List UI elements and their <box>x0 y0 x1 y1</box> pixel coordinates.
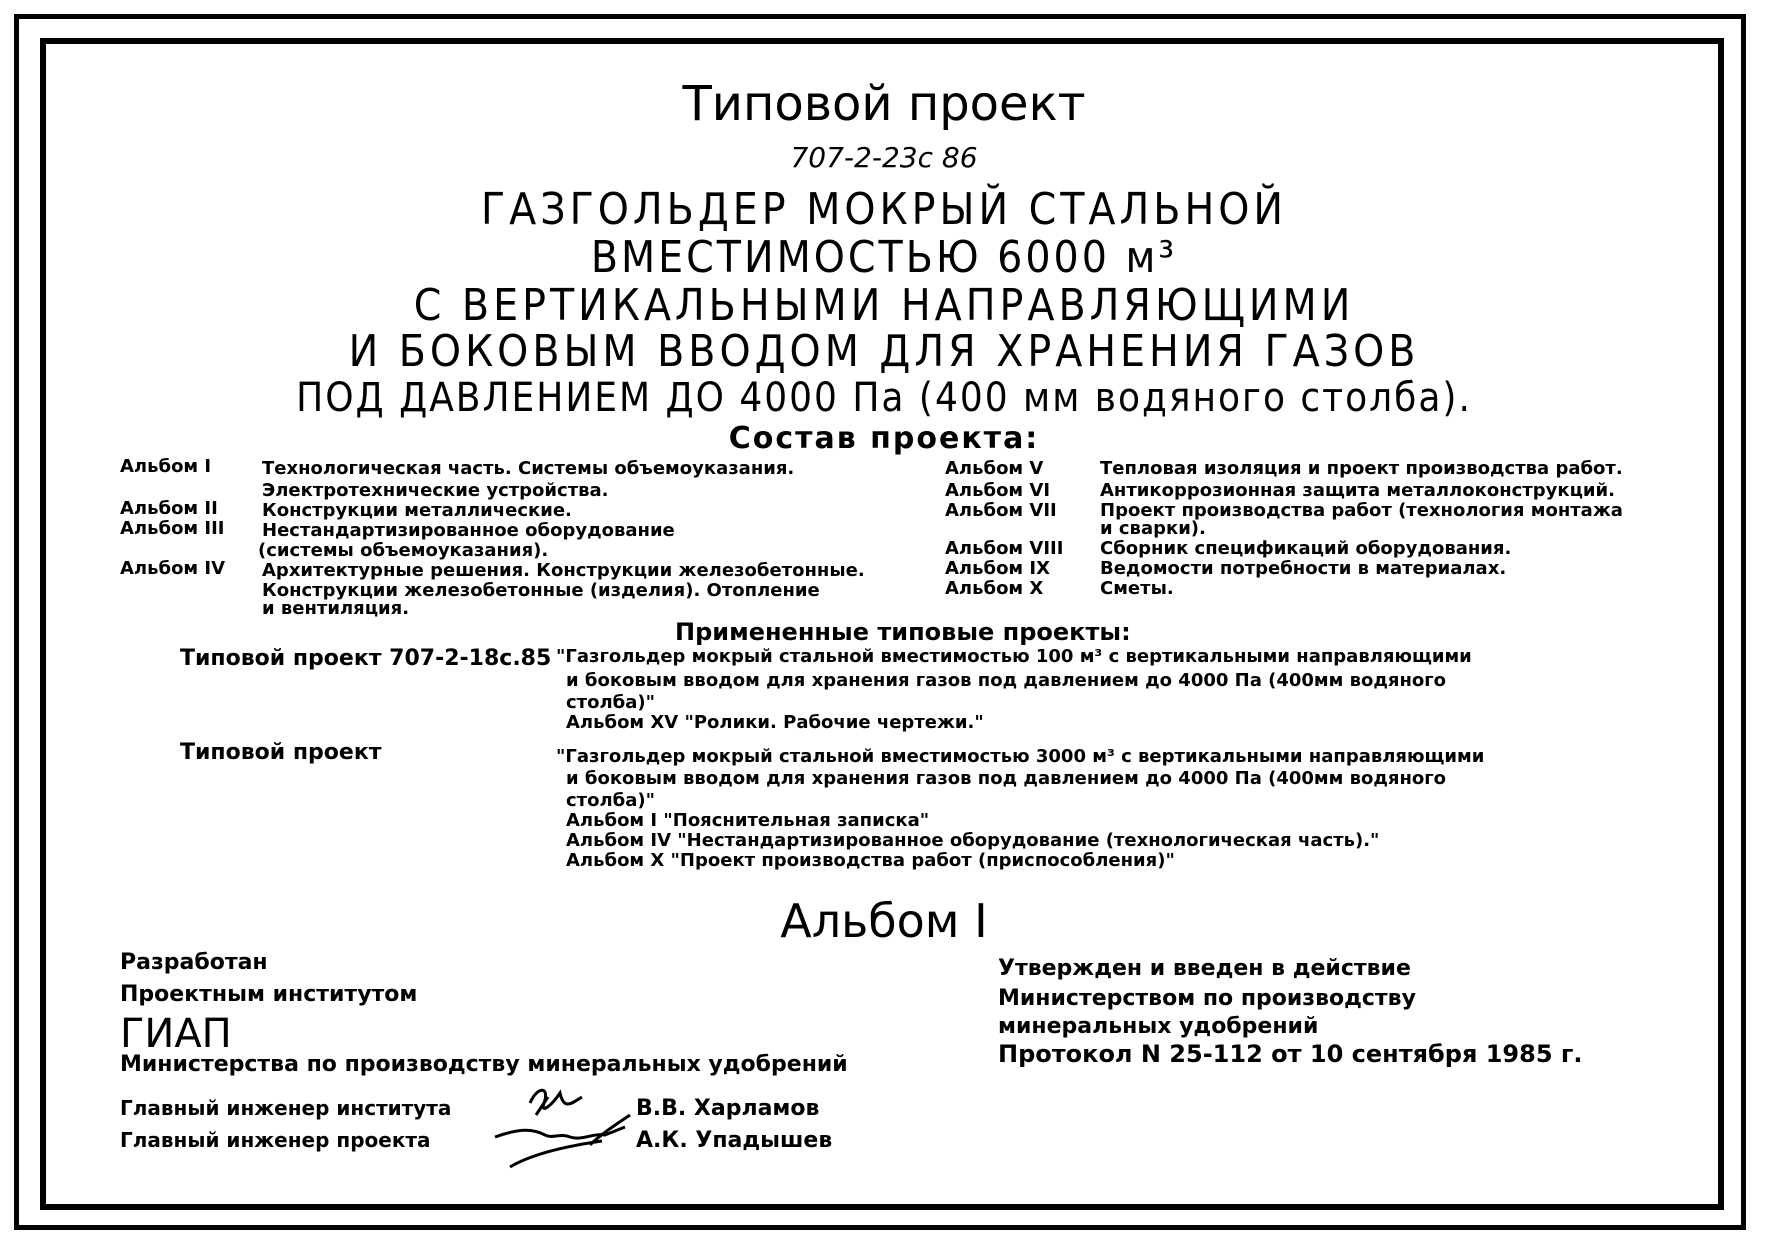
album-label: Альбом I <box>120 456 212 477</box>
album-desc: Электротехнические устройства. <box>262 480 609 501</box>
approval-line: Министерством по производству <box>998 986 1416 1011</box>
developer-line: Проектным институтом <box>120 982 418 1007</box>
album-label: Альбом V <box>945 458 1044 479</box>
album-desc: Архитектурные решения. Конструкции железобетонные. <box>262 560 865 581</box>
applied-project-line: Альбом X "Проект производства работ (приспособления)" <box>566 850 1175 871</box>
album-desc: Проект производства работ (технология монтажа <box>1100 500 1623 521</box>
album-desc: (системы объемоуказания). <box>258 540 549 561</box>
applied-project-line: столба)" <box>566 692 655 713</box>
album-desc: и сварки). <box>1100 518 1206 539</box>
approval-protocol: Протокол N 25-112 от 10 сентября 1985 г. <box>998 1040 1583 1068</box>
applied-project-line: Альбом I "Пояснительная записка" <box>566 810 930 831</box>
developer-org: ГИАП <box>120 1011 232 1057</box>
title-line-4: И БОКОВЫМ ВВОДОМ ДЛЯ ХРАНЕНИЯ ГАЗОВ <box>348 326 1420 377</box>
applied-project-line: "Газгольдер мокрый стальной вместимостью 100 м³ с вертикальными направляющими <box>556 646 1472 667</box>
album-label: Альбом III <box>120 518 225 539</box>
signer-name: А.К. Упадышев <box>636 1128 833 1153</box>
applied-heading: Примененные типовые проекты: <box>675 618 1131 646</box>
album-desc: Конструкции железобетонные (изделия). Отопление <box>262 580 820 601</box>
applied-project-label: Типовой проект <box>180 740 382 765</box>
album-desc: Антикоррозионная защита металлоконструкций. <box>1100 480 1615 501</box>
signature-graphic <box>490 1075 635 1175</box>
signer-name: В.В. Харламов <box>636 1096 820 1121</box>
title-line-5: ПОД ДАВЛЕНИЕМ ДО 4000 Па (400 мм водяного столба). <box>296 375 1472 421</box>
album-label: Альбом II <box>120 498 218 519</box>
album-label: Альбом VII <box>945 500 1057 521</box>
album-title: Альбом I <box>780 894 988 948</box>
applied-project-line: и боковым вводом для хранения газов под давлением до 4000 Па (400мм водяного <box>566 670 1447 691</box>
document-type: Типовой проект <box>682 76 1086 132</box>
approval-line: Утвержден и введен в действие <box>998 956 1411 981</box>
signer-role: Главный инженер проекта <box>120 1128 431 1152</box>
applied-project-line: столба)" <box>566 790 655 811</box>
album-desc: Технологическая часть. Системы объемоуказания. <box>262 458 795 479</box>
album-label: Альбом VIII <box>945 538 1064 559</box>
applied-project-line: Альбом XV "Ролики. Рабочие чертежи." <box>566 712 984 733</box>
album-desc: и вентиляция. <box>262 598 410 619</box>
album-label: Альбом IX <box>945 558 1050 579</box>
album-label: Альбом X <box>945 578 1044 599</box>
album-label: Альбом VI <box>945 480 1051 501</box>
album-desc: Тепловая изоляция и проект производства работ. <box>1100 458 1623 479</box>
album-desc: Сметы. <box>1100 578 1174 599</box>
developer-ministry: Министерства по производству минеральных удобрений <box>120 1052 848 1077</box>
title-line-2: ВМЕСТИМОСТЬЮ 6000 м³ <box>590 232 1178 283</box>
album-label: Альбом IV <box>120 558 226 579</box>
applied-project-label: Типовой проект 707-2-18с.85 <box>180 646 552 671</box>
project-code: 707-2-23с 86 <box>790 141 978 174</box>
developer-line: Разработан <box>120 950 268 975</box>
album-desc: Нестандартизированное оборудование <box>262 520 675 541</box>
title-line-3: С ВЕРТИКАЛЬНЫМИ НАПРАВЛЯЮЩИМИ <box>413 280 1355 331</box>
applied-project-line: "Газгольдер мокрый стальной вместимостью 3000 м³ с вертикальными направляющими <box>556 746 1485 767</box>
album-desc: Ведомости потребности в материалах. <box>1100 558 1507 579</box>
title-line-1: ГАЗГОЛЬДЕР МОКРЫЙ СТАЛЬНОЙ <box>481 184 1287 235</box>
composition-heading: Состав проекта: <box>728 421 1040 456</box>
applied-project-line: и боковым вводом для хранения газов под давлением до 4000 Па (400мм водяного <box>566 768 1447 789</box>
approval-line: минеральных удобрений <box>998 1014 1319 1039</box>
album-desc: Сборник спецификаций оборудования. <box>1100 538 1512 559</box>
signer-role: Главный инженер института <box>120 1096 452 1120</box>
applied-project-line: Альбом IV "Нестандартизированное оборудование (технологическая часть)." <box>566 830 1380 851</box>
album-desc: Конструкции металлические. <box>262 500 572 521</box>
